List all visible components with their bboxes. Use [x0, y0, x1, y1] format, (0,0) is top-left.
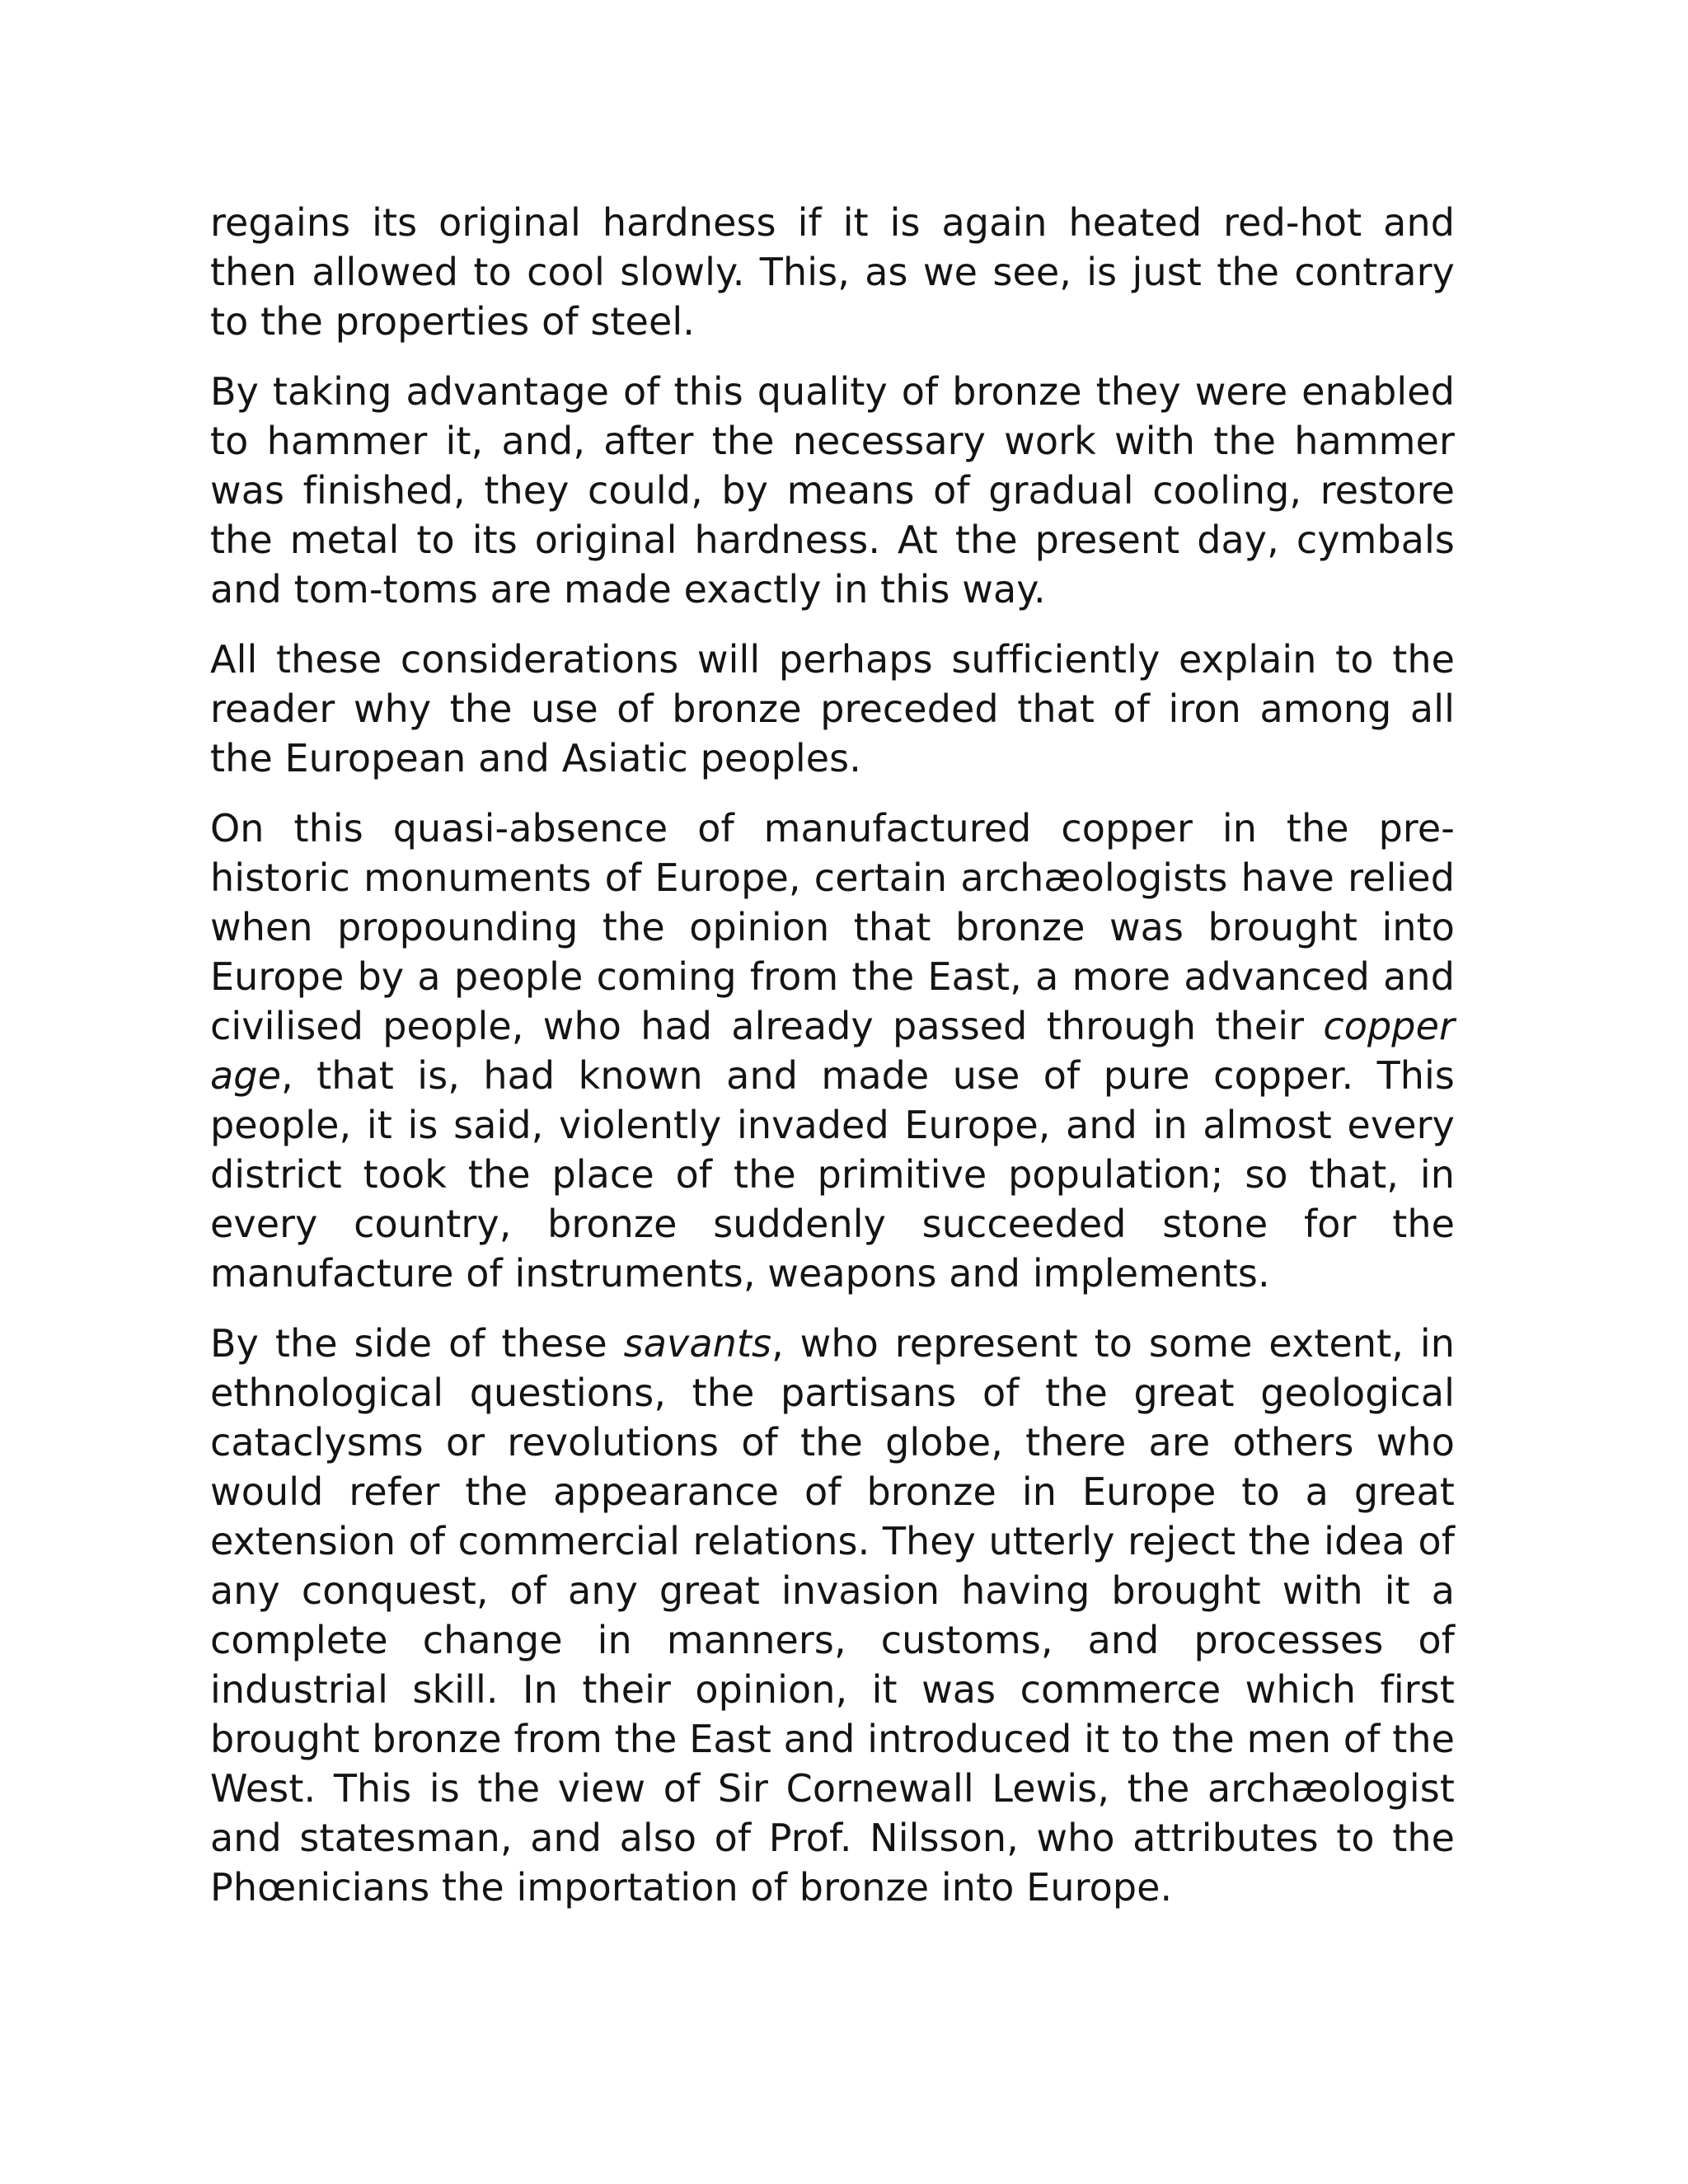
paragraph-text: By taking advantage of this quality of bronze they were enabled to hammer it, and, after the necessary work with the hammer was finished, they could, by means of gradual cooling, restore the metal to its original hardness. At the present day, cymbals and tom-toms are made exactly in this way.: [210, 369, 1455, 612]
paragraph-2: [210, 367, 1455, 614]
paragraph-text: , that is, had known and made use of pure copper. This people, it is said, violently invaded Europe, and in almost every district took the place of the primitive population; so that, in every country, bronze suddenly succeeded stone for the manufacture of instruments, weapons and implements.: [210, 1053, 1455, 1296]
paragraph-text: On this quasi-absence of manufactured copper in the pre-historic monuments of Europe, certain archæologists have relied when propounding the opinion that bronze was brought into Europe by a people coming from the East, a more advanced and civilised people, who had already passed through their: [210, 806, 1455, 1048]
paragraph-5: [210, 1319, 1455, 1912]
paragraph-4: [210, 804, 1455, 1298]
paragraph-1: [210, 198, 1455, 346]
paragraph-text: All these considerations will perhaps sufficiently explain to the reader why the use of bronze preceded that of iron among all the European and Asiatic peoples.: [210, 637, 1455, 780]
paragraph-text: By the side of these: [210, 1321, 624, 1366]
page-body: [210, 198, 1455, 1933]
paragraph-text: regains its original hardness if it is again heated red-hot and then allowed to cool slowly. This, as we see, is just the contrary to the properties of steel.: [210, 200, 1455, 344]
paragraph-text: , who represent to some extent, in ethnological questions, the partisans of the great geological cataclysms or revolutions of the globe, there are others who would refer the appearance of bronze in Europe to a great extension of commercial relations. They utterly reject the idea of any conquest, of any great invasion having brought with it a complete change in manners, customs, and processes of industrial skill. In their opinion, it was commerce which first brought bronze from the East and introduced it to the men of the West. This is the view of Sir Cornewall Lewis, the archæologist and statesman, and also of Prof. Nilsson, who attributes to the Phœnicians the importation of bronze into Europe.: [210, 1321, 1455, 1910]
italic-term-copper-age: copper age: [210, 1004, 1455, 1098]
italic-term-savants: savants: [623, 1321, 772, 1366]
paragraph-3: [210, 635, 1455, 783]
